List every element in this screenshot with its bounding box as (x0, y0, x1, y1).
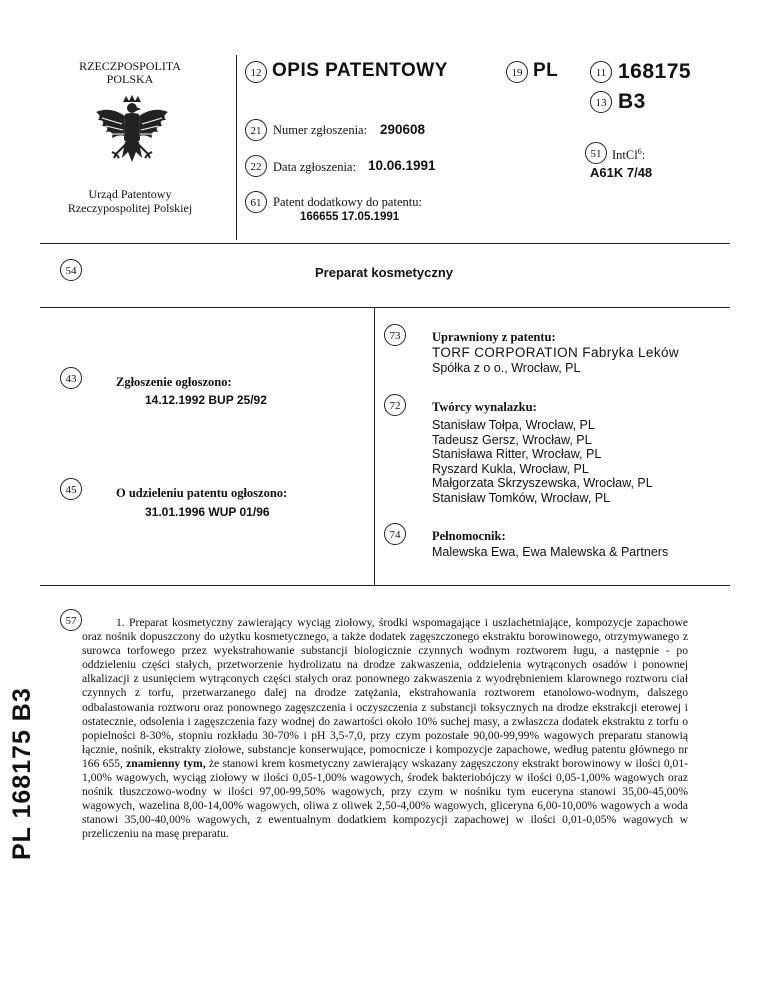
inid-code-73: 73 (384, 324, 406, 346)
country-line-1: RZECZPOSPOLITA (79, 59, 181, 73)
grant-publication-label: O udzieleniu patentu ogłoszono: (116, 486, 288, 500)
proprietor-label: Uprawniony z patentu: (432, 330, 556, 344)
inventors-list (432, 418, 653, 506)
abstract-top-rule (40, 585, 730, 586)
inventor-item: Ryszard Kukla, Wrocław, PL (432, 461, 589, 476)
inid-code-54: 54 (60, 259, 82, 281)
kind-code: B3 (618, 90, 646, 113)
patent-office-name (40, 187, 220, 215)
additional-patent-value: 166655 17.05.1991 (300, 211, 400, 223)
claim-preamble: 1. Preparat kosmetyczny zawierający wyciąg ziołowy, środki wspomagające i uszlachetniające, kompozycje zapachowe oraz nośnik dopuszczony do użytku kosmetycznego, a także dodatek zagęszczonego ekstraktu borowinowego, otrzymywanego z surowca torfowego przez wyekstrahowanie substancji biologicznie czynnych wodnym roztworem ługu, a następnie - po oddzieleniu części stałych, przetworzenie hydrolizatu na drodze zakwaszenia, oddzielenia wytrąconych osadów i ponownej alkalizacji z usunięciem wytrąconych części stałych oraz ponownego zakwaszenia z wyodrębnieniem klarownego roztworu ciał czynnych z torfu, przetwarzanego dalej na drodze zatężania, ekstrahowania roztworem etanolowo-wodnym, dalszego odbalastowania roztworu oraz ponownego zagęszczenia i oczyszczenia z substancji toksycznych na drodze ekstrakcji eterowej i ostatecznie, odsolenia i zagęszczenia fazy wodnej do zawartości około 10% suchej masy, a zwłaszcza dodatek ekstraktu z torfu o popielności 8-30%, stopniu rozkładu 30-70% i pH 3,5-7,0, przy czym pozostałe 90,00-99,99% wagowych preparatu stanowią łącznie, nośnik, ekstrakty ziołowe, substancje konserwujące, pomocnicze i kompozycje zapachowe, według patentu głównego nr 166 655, (82, 616, 688, 770)
polish-eagle-emblem-icon (92, 92, 172, 182)
int-cl-value: A61K 7/48 (590, 165, 653, 180)
inid-code-45: 45 (60, 478, 82, 500)
inid-code-12: 12 (245, 61, 267, 83)
inid-code-74: 74 (384, 523, 406, 545)
inventor-item: Stanisława Ritter, Wrocław, PL (432, 447, 602, 462)
inid-code-51: 51 (585, 142, 607, 164)
grant-publication-value: 31.01.1996 WUP 01/96 (145, 505, 270, 519)
inid-code-19: 19 (506, 61, 528, 83)
filing-date-label: Data zgłoszenia: (273, 160, 356, 174)
int-cl-text: IntCl (612, 148, 638, 163)
inventor-item: Stanisław Tołpa, Wrocław, PL (432, 418, 595, 432)
inid-code-22: 22 (245, 155, 267, 177)
claim-characterizing-phrase: znamienny tym, (126, 756, 206, 770)
side-patent-label: PL 168175 B3 (8, 687, 36, 860)
inid-code-11: 11 (590, 61, 612, 83)
inid-code-13: 13 (590, 91, 612, 113)
inid-code-72: 72 (384, 394, 406, 416)
filing-date: 10.06.1991 (368, 158, 436, 173)
inventor-item: Tadeusz Gersz, Wrocław, PL (432, 432, 592, 447)
application-number-label: Numer zgłoszenia: (273, 123, 368, 137)
inventor-item: Małgorzata Skrzyszewska, Wrocław, PL (432, 476, 653, 491)
title-bottom-rule (40, 307, 730, 308)
office-line-1: Urząd Patentowy (88, 187, 172, 201)
inid-code-21: 21 (245, 119, 267, 141)
inid-code-57: 57 (60, 609, 82, 631)
attorney-value: Malewska Ewa, Ewa Malewska & Partners (432, 545, 669, 559)
inid-code-61: 61 (245, 191, 267, 213)
country-code: PL (533, 60, 559, 81)
invention-title: Preparat kosmetyczny (314, 265, 453, 280)
attorney-label: Pełnomocnik: (432, 529, 506, 543)
inid-code-43: 43 (60, 367, 82, 389)
additional-patent-label: Patent dodatkowy do patentu: (273, 195, 422, 209)
country-line-2: POLSKA (106, 72, 154, 86)
country-name (60, 60, 200, 86)
inventors-label: Twórcy wynalazku: (432, 400, 537, 414)
abstract-text (82, 616, 688, 842)
claim-characterizing-part: że stanowi krem kosmetyczny zawierający wskazany zagęszczony ekstrakt borowinowy w ilości 0,01-1,00% wagowych, wyciąg ziołowy w ilości 0,05-1,00% wagowych, środek bakteriobójczy w ilości 0,05-1,00% wagowych oraz nośnik tłuszczowo-wodny w ilości 97,00-99,50% wagowych, przy czym w nośniku tym euceryna stanowi 35,00-45,00% wagowych, wazelina 8,00-14,00% wagowych, oliwa z oliwek 2,50-4,00% wagowych, gliceryna 6,00-10,00% wagowych a woda stanowi 35,00-40,00% wagowych, z ewentualnym dodatkiem kompozycji zapachowej w ilości 0,01-0,05% wagowych w przeliczeniu na masę preparatu. (82, 756, 688, 841)
filing-publication-value: 14.12.1992 BUP 25/92 (145, 393, 267, 407)
title-top-rule (40, 243, 730, 244)
proprietor-line-2: Spółka z o o., Wrocław, PL (432, 361, 581, 375)
proprietor-line-1: TORF CORPORATION Fabryka Leków (432, 345, 680, 360)
document-type: OPIS PATENTOWY (272, 60, 448, 81)
middle-divider (374, 307, 375, 585)
int-cl-edition: 6 (637, 147, 642, 156)
patent-number: 168175 (618, 60, 692, 83)
office-line-2: Rzeczypospolitej Polskiej (67, 201, 193, 215)
inventor-item: Stanisław Tomków, Wrocław, PL (432, 490, 611, 505)
application-number: 290608 (380, 122, 426, 137)
int-cl-label: IntCl$^6$: (612, 147, 646, 163)
header-divider (236, 55, 237, 240)
filing-publication-label: Zgłoszenie ogłoszono: (116, 375, 232, 389)
